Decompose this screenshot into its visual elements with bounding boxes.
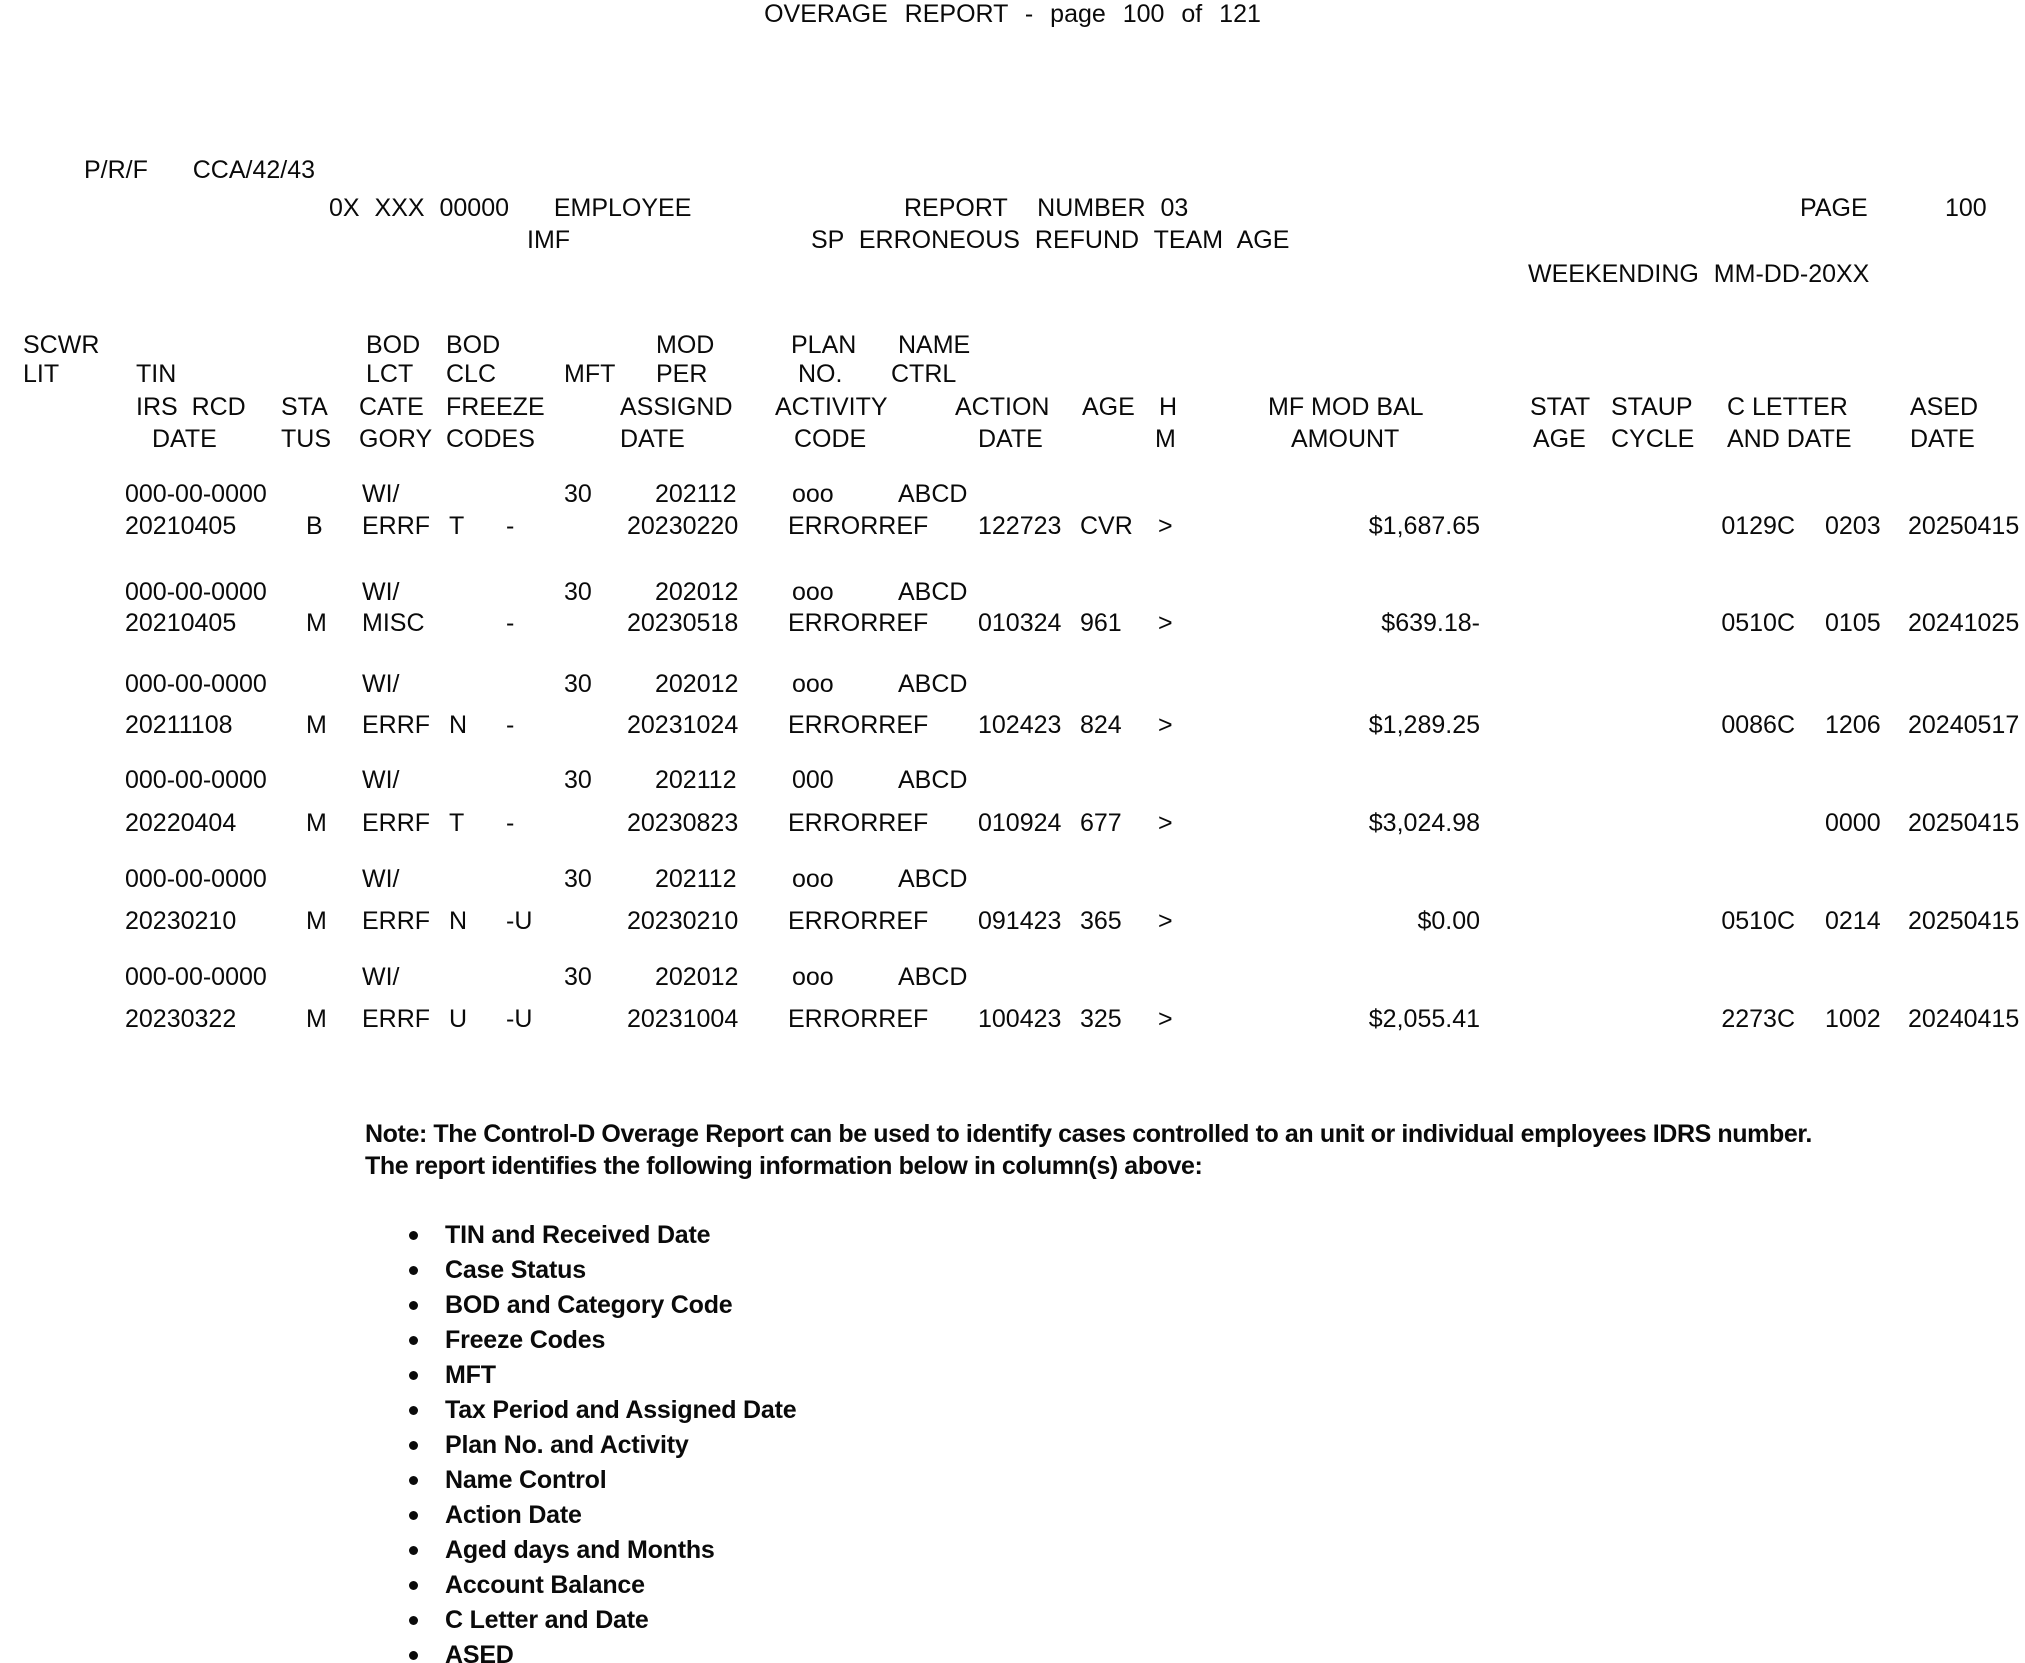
age-value: 824 <box>1080 711 1122 739</box>
imf-label: IMF <box>527 226 571 254</box>
col-action: ACTION <box>955 393 1050 421</box>
col-c-letter: C LETTER <box>1727 393 1848 421</box>
c-letter-date: 0000 <box>1825 809 1881 837</box>
c-letter-date: 0214 <box>1825 907 1881 935</box>
col-date-action: DATE <box>978 425 1043 453</box>
mod-bal-amount: $639.18- <box>1381 609 1480 637</box>
mod-per-value: 202012 <box>655 670 739 698</box>
mft-value: 30 <box>564 670 592 698</box>
age-value: 365 <box>1080 907 1122 935</box>
action-date-value: 122723 <box>978 512 1062 540</box>
bod-value: WI/ <box>362 578 400 606</box>
freeze-code-2: - <box>506 609 515 637</box>
col-name: NAME <box>898 331 971 359</box>
report-number: REPORT NUMBER 03 <box>904 194 1189 222</box>
rcd-date-value: 20230210 <box>125 907 237 935</box>
freeze-code-1: N <box>449 907 468 935</box>
bullet-icon <box>409 1616 418 1625</box>
bullet-icon <box>409 1441 418 1450</box>
mod-bal-amount: $1,687.65 <box>1368 512 1480 540</box>
col-code: CODE <box>794 425 867 453</box>
activity-code-value: ERRORREF <box>788 711 929 739</box>
col-mft: MFT <box>564 360 616 388</box>
bullet-icon <box>409 1266 418 1275</box>
activity-code-value: ERRORREF <box>788 1005 929 1033</box>
col-codes: CODES <box>446 425 535 453</box>
freeze-code-1: N <box>449 711 468 739</box>
col-scwr: SCWR <box>23 331 100 359</box>
list-item: TIN and Received Date <box>445 1221 711 1249</box>
page-title: OVERAGE REPORT - page 100 of 121 <box>764 0 1261 28</box>
mod-per-value: 202012 <box>655 578 739 606</box>
col-per: PER <box>656 360 708 388</box>
rcd-date-value: 20210405 <box>125 609 237 637</box>
action-date-value: 102423 <box>978 711 1062 739</box>
ased-date-value: 20241025 <box>1908 609 2020 637</box>
list-item: MFT <box>445 1361 496 1389</box>
col-date-assignd: DATE <box>620 425 685 453</box>
rcd-date-value: 20230322 <box>125 1005 237 1033</box>
col-assignd: ASSIGND <box>620 393 733 421</box>
c-letter-value: 0086C <box>1721 711 1795 739</box>
mft-value: 30 <box>564 963 592 991</box>
name-ctrl-value: ABCD <box>898 766 968 794</box>
c-letter-value: 0510C <box>1721 907 1795 935</box>
freeze-code-1: T <box>449 512 465 540</box>
col-tus: TUS <box>281 425 331 453</box>
weekending: WEEKENDING MM-DD-20XX <box>1528 260 1870 288</box>
name-ctrl-value: ABCD <box>898 480 968 508</box>
col-ased: ASED <box>1910 393 1979 421</box>
col-irs-rcd: IRS RCD <box>136 393 246 421</box>
c-letter-value: 0510C <box>1721 609 1795 637</box>
freeze-code-2: -U <box>506 907 533 935</box>
age-value: 961 <box>1080 609 1122 637</box>
c-letter-date: 1002 <box>1825 1005 1881 1033</box>
bod-value: WI/ <box>362 865 400 893</box>
activity-code-value: ERRORREF <box>788 512 929 540</box>
action-date-value: 100423 <box>978 1005 1062 1033</box>
tin-value: 000-00-0000 <box>125 963 267 991</box>
col-mod: MOD <box>656 331 715 359</box>
tin-value: 000-00-0000 <box>125 578 267 606</box>
c-letter-date: 0203 <box>1825 512 1881 540</box>
list-item: ASED <box>445 1641 514 1663</box>
ased-date-value: 20250415 <box>1908 809 2020 837</box>
freeze-code-1: T <box>449 809 465 837</box>
col-and-date: AND DATE <box>1727 425 1852 453</box>
assignd-date-value: 20230518 <box>627 609 739 637</box>
tin-value: 000-00-0000 <box>125 480 267 508</box>
freeze-code-2: - <box>506 512 515 540</box>
list-item: BOD and Category Code <box>445 1291 733 1319</box>
assignd-date-value: 20231004 <box>627 1005 739 1033</box>
name-ctrl-value: ABCD <box>898 865 968 893</box>
rcd-date-value: 20210405 <box>125 512 237 540</box>
c-letter-value: 2273C <box>1721 1005 1795 1033</box>
col-lit: LIT <box>23 360 60 388</box>
hm-indicator: > <box>1158 907 1173 935</box>
mod-bal-amount: $2,055.41 <box>1368 1005 1480 1033</box>
list-item: Plan No. and Activity <box>445 1431 689 1459</box>
hm-indicator: > <box>1158 809 1173 837</box>
note-line-1: Note: The Control-D Overage Report can be used to identify cases controlled to an unit or individual employees IDRS number. <box>365 1120 1812 1148</box>
bod-value: WI/ <box>362 670 400 698</box>
list-item: Action Date <box>445 1501 582 1529</box>
col-staup: STAUP <box>1611 393 1693 421</box>
tin-value: 000-00-0000 <box>125 670 267 698</box>
mft-value: 30 <box>564 766 592 794</box>
col-amount: AMOUNT <box>1291 425 1400 453</box>
mod-bal-amount: $0.00 <box>1417 907 1480 935</box>
col-clc: CLC <box>446 360 497 388</box>
col-lct: LCT <box>366 360 414 388</box>
list-item: Aged days and Months <box>445 1536 715 1564</box>
assignd-date-value: 20231024 <box>627 711 739 739</box>
hm-indicator: > <box>1158 711 1173 739</box>
category-value: MISC <box>362 609 425 637</box>
age-value: CVR <box>1080 512 1133 540</box>
col-m: M <box>1155 425 1176 453</box>
activity-code-value: ERRORREF <box>788 609 929 637</box>
col-date-rcd: DATE <box>152 425 217 453</box>
bullet-icon <box>409 1511 418 1520</box>
action-date-value: 010324 <box>978 609 1062 637</box>
mod-bal-amount: $3,024.98 <box>1368 809 1480 837</box>
tin-value: 000-00-0000 <box>125 766 267 794</box>
assignd-date-value: 20230210 <box>627 907 739 935</box>
page-label: PAGE <box>1800 194 1868 222</box>
mod-bal-amount: $1,289.25 <box>1368 711 1480 739</box>
bod-value: WI/ <box>362 766 400 794</box>
bod-value: WI/ <box>362 480 400 508</box>
col-stat: STAT <box>1530 393 1591 421</box>
col-plan: PLAN <box>791 331 857 359</box>
report-subtitle: SP ERRONEOUS REFUND TEAM AGE <box>811 226 1290 254</box>
bullet-icon <box>409 1546 418 1555</box>
freeze-code-2: - <box>506 711 515 739</box>
bullet-icon <box>409 1336 418 1345</box>
assignd-date-value: 20230220 <box>627 512 739 540</box>
list-item: Account Balance <box>445 1571 645 1599</box>
rcd-date-value: 20211108 <box>125 711 233 739</box>
c-letter-date: 1206 <box>1825 711 1881 739</box>
ased-date-value: 20240517 <box>1908 711 2020 739</box>
c-letter-date: 0105 <box>1825 609 1881 637</box>
col-mf-mod-bal: MF MOD BAL <box>1268 393 1424 421</box>
freeze-code-2: -U <box>506 1005 533 1033</box>
col-age-stat: AGE <box>1533 425 1586 453</box>
list-item: Freeze Codes <box>445 1326 606 1354</box>
col-date-ased: DATE <box>1910 425 1975 453</box>
status-value: B <box>306 512 323 540</box>
status-value: M <box>306 809 327 837</box>
rcd-date-value: 20220404 <box>125 809 237 837</box>
category-value: ERRF <box>362 711 431 739</box>
hm-indicator: > <box>1158 1005 1173 1033</box>
freeze-code-1: U <box>449 1005 468 1033</box>
bod-value: WI/ <box>362 963 400 991</box>
bullet-icon <box>409 1406 418 1415</box>
col-bod-1: BOD <box>366 331 421 359</box>
col-cate: CATE <box>359 393 424 421</box>
hm-indicator: > <box>1158 609 1173 637</box>
bullet-icon <box>409 1581 418 1590</box>
plan-no-value: ooo <box>792 578 834 606</box>
col-ctrl: CTRL <box>891 360 957 388</box>
plan-no-value: ooo <box>792 865 834 893</box>
category-value: ERRF <box>362 809 431 837</box>
ased-date-value: 20240415 <box>1908 1005 2020 1033</box>
tin-value: 000-00-0000 <box>125 865 267 893</box>
age-value: 325 <box>1080 1005 1122 1033</box>
bullet-icon <box>409 1651 418 1660</box>
category-value: ERRF <box>362 1005 431 1033</box>
bullet-icon <box>409 1231 418 1240</box>
mft-value: 30 <box>564 480 592 508</box>
col-bod-2: BOD <box>446 331 501 359</box>
hm-indicator: > <box>1158 512 1173 540</box>
plan-no-value: ooo <box>792 480 834 508</box>
age-value: 677 <box>1080 809 1122 837</box>
category-value: ERRF <box>362 512 431 540</box>
status-value: M <box>306 907 327 935</box>
activity-code-value: ERRORREF <box>788 809 929 837</box>
ased-date-value: 20250415 <box>1908 907 2020 935</box>
col-no: NO. <box>798 360 843 388</box>
assignd-date-value: 20230823 <box>627 809 739 837</box>
list-item: Name Control <box>445 1466 607 1494</box>
bullet-icon <box>409 1476 418 1485</box>
org-employee: 0X XXX 00000 EMPLOYEE <box>329 194 692 222</box>
plan-no-value: 000 <box>792 766 834 794</box>
status-value: M <box>306 1005 327 1033</box>
col-gory: GORY <box>359 425 433 453</box>
plan-no-value: ooo <box>792 670 834 698</box>
col-sta: STA <box>281 393 328 421</box>
status-value: M <box>306 711 327 739</box>
plan-no-value: ooo <box>792 963 834 991</box>
col-age: AGE <box>1082 393 1135 421</box>
col-freeze: FREEZE <box>446 393 545 421</box>
activity-code-value: ERRORREF <box>788 907 929 935</box>
bullet-icon <box>409 1301 418 1310</box>
ased-date-value: 20250415 <box>1908 512 2020 540</box>
status-value: M <box>306 609 327 637</box>
category-value: ERRF <box>362 907 431 935</box>
col-activity: ACTIVITY <box>775 393 888 421</box>
mod-per-value: 202112 <box>655 480 737 508</box>
prf-code: P/R/F CCA/42/43 <box>84 156 316 184</box>
page-number: 100 <box>1945 194 1987 222</box>
bullet-icon <box>409 1371 418 1380</box>
note-line-2: The report identifies the following information below in column(s) above: <box>365 1152 1203 1180</box>
c-letter-value: 0129C <box>1721 512 1795 540</box>
list-item: C Letter and Date <box>445 1606 649 1634</box>
list-item: Case Status <box>445 1256 586 1284</box>
action-date-value: 091423 <box>978 907 1062 935</box>
list-item: Tax Period and Assigned Date <box>445 1396 797 1424</box>
name-ctrl-value: ABCD <box>898 670 968 698</box>
col-h: H <box>1159 393 1178 421</box>
col-tin: TIN <box>136 360 177 388</box>
mod-per-value: 202112 <box>655 766 737 794</box>
col-cycle: CYCLE <box>1611 425 1695 453</box>
name-ctrl-value: ABCD <box>898 963 968 991</box>
mft-value: 30 <box>564 865 592 893</box>
freeze-code-2: - <box>506 809 515 837</box>
mod-per-value: 202012 <box>655 963 739 991</box>
name-ctrl-value: ABCD <box>898 578 968 606</box>
action-date-value: 010924 <box>978 809 1062 837</box>
mod-per-value: 202112 <box>655 865 737 893</box>
mft-value: 30 <box>564 578 592 606</box>
